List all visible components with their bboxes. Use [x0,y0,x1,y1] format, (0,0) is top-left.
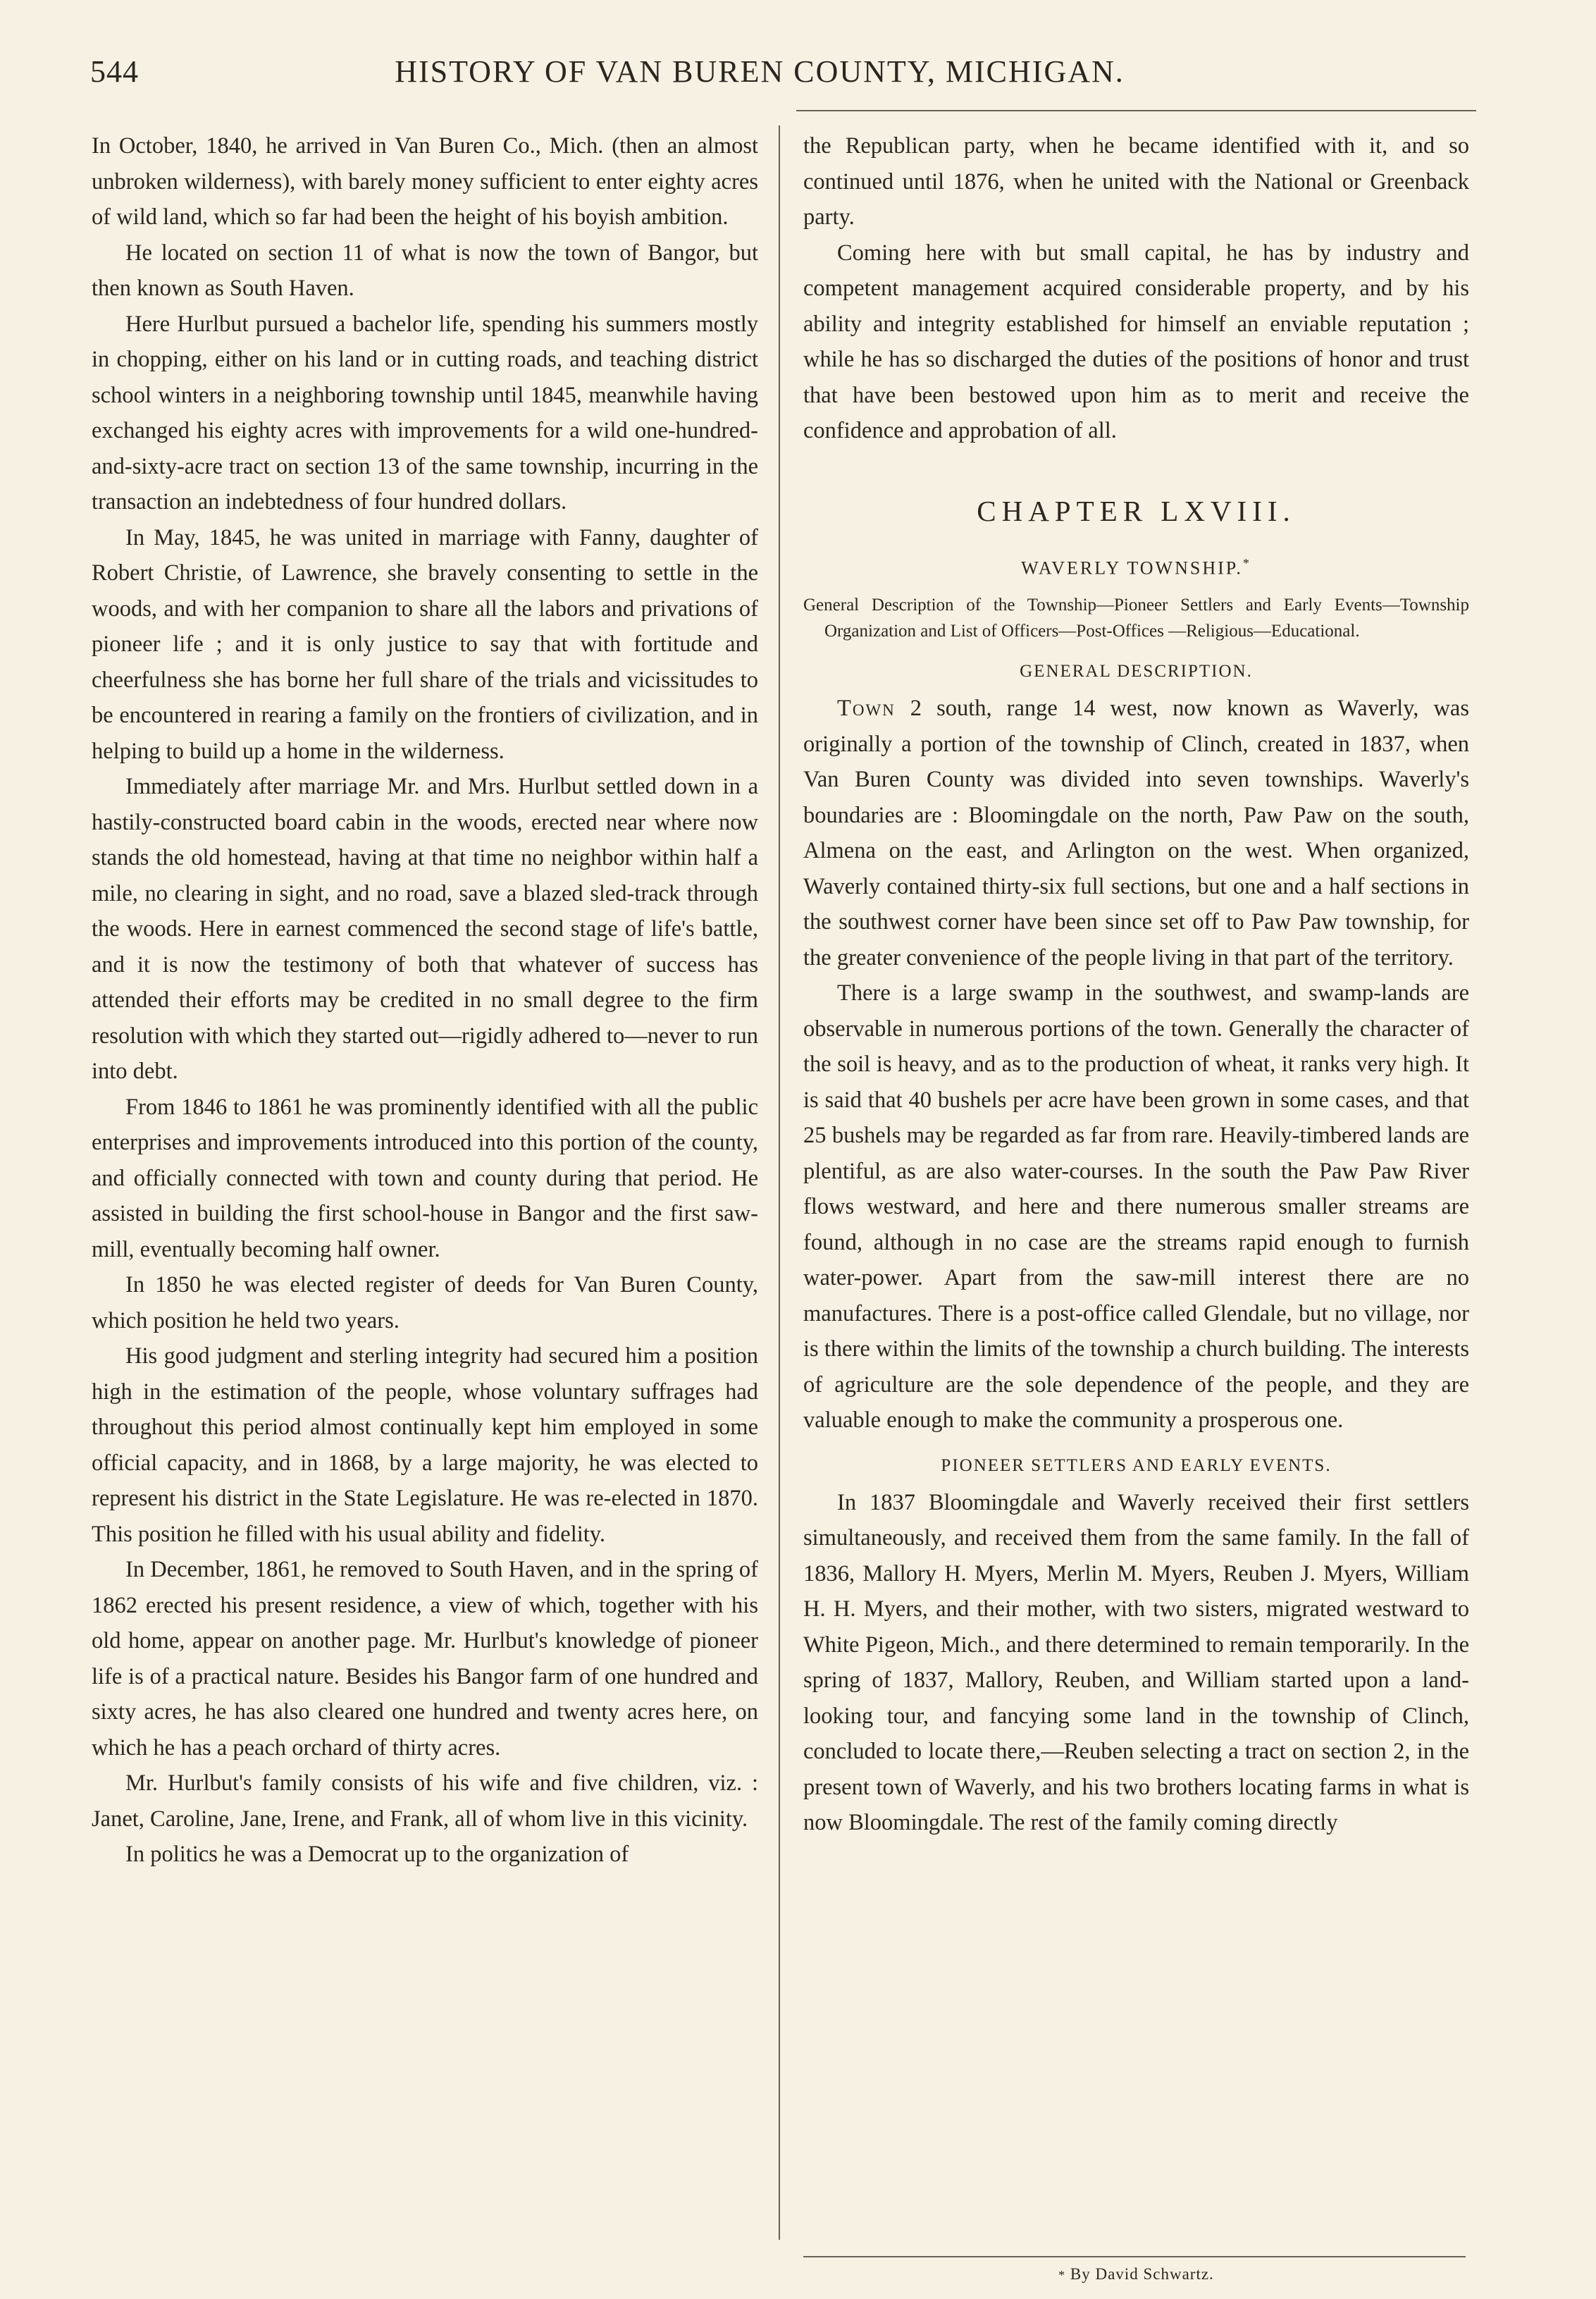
right-column [803,128,1469,1841]
paragraph: In May, 1845, he was united in marriage with Fanny, daughter of Robert Christie, of Lawrence, she bravely consenting to settle in the woods, and with her companion to share all the labors and privations of pioneer life ; and it is only justice to say that with fortitude and cheerfulness she has borne her full share of the trials and vicissitudes to be encountered in rearing a family on the frontiers of civilization, and in helping to build up a home in the wilderness. [92,524,758,764]
paragraph: Immediately after marriage Mr. and Mrs. Hurlbut settled down in a hastily-constructed board cabin in the woods, erected near where now stands the old homestead, having at that time no neighbor within half a mile, no clearing in sight, and no road, save a blazed sled-track through the woods. Here in earnest commenced the second stage of life's battle, and it is now the testimony of both that whatever of success has attended their efforts may be credited in no small degree to the firm resolution with which they started out—rigidly adhered to—never to run into debt. [92,774,758,1084]
paragraph: His good judgment and sterling integrity had secured him a position high in the estimation of the people, whose voluntary suffrages had throughout this period almost continually kept him employed in some official capacity, and in 1868, by a large majority, he was elected to represent his district in the State Legislature. He was re-elected in 1870. This position he filled with his usual ability and fidelity. [92,1343,758,1547]
paragraph: In politics he was a Democrat up to the organization of [125,1842,629,1867]
section-title [803,549,1469,583]
header-rule [796,110,1476,111]
paragraph [803,691,1469,975]
paragraph-text: 2 south, range 14 west, now known as Waverly, was originally a portion of the township of Clinch, created in 1837, when Van Buren County was divided into seven townships. Waverly's boundaries are : Bloomingdale on the north, Paw Paw on the south, Almena on the east, and Arlington on the west. When organized, Waverly contained thirty-six full sections, but one and a half sections in the southwest corner have been since set off to Paw Paw township, for the greater convenience of the people living in that part of the territory. [803,696,1469,970]
closing-paragraph: Coming here with but small capital, he has by industry and competent management acquired considerable property, and by his ability and integrity established for himself an enviable reputation ; while he has so discharged the duties of the positions of honor and trust that have been bestowed upon him as to merit and receive the confidence and approbation of all. [803,240,1469,443]
lead-word: Town [837,696,896,722]
footnote-text: By David Schwartz. [1070,2265,1214,2283]
footnote-marker: * [1242,555,1251,570]
section-title-text: WAVERLY TOWNSHIP. [1021,557,1243,579]
paragraph: Mr. Hurlbut's family consists of his wife and five children, viz. : Janet, Caroline, Jane, Irene, and Frank, all of whom live in this vicinity. [92,1770,758,1832]
page-header [90,48,1499,104]
chapter-title: CHAPTER LXVIII. [977,494,1296,527]
paragraph: In 1837 Bloomingdale and Waverly received their first settlers simultaneously, and received them from the same family. In the fall of 1836, Mallory H. Myers, Merlin M. Myers, Reuben J. Myers, William H. H. Myers, and their mother, with two sisters, migrated westward to White Pigeon, Mich., and there determined to remain temporarily. In the spring of 1837, Mallory, Reuben, and William started upon a land-looking tour, and fancying some land in the township of Clinch, concluded to locate there,—Reuben selecting a tract on section 2, in the present town of Waverly, and his two brothers locating farms in what is now Bloomingdale. The rest of the family coming directly [803,1489,1469,1836]
subhead-general-description: GENERAL DESCRIPTION. [1020,662,1253,682]
paragraph: There is a large swamp in the southwest, and swamp-lands are observable in numerous portions of the town. Generally the character of the soil is heavy, and as to the production of wheat, it ranks very high. It is said that 40 bushels per acre have been grown in some cases, and that 25 bushels may be regarded as far from rare. Heavily-timbered lands are plentiful, as are also water-courses. In the south the Paw Paw River flows westward, and here and there numerous smaller streams are found, although in no case are the streams rapid enough to furnish water-power. Apart from the saw-mill interest there are no manufactures. There is a post-office called Glendale, but no village, nor is there within the limits of the township a church building. The interests of agriculture are the sole dependence of the people, and they are valuable enough to make the community a prosperous one. [803,980,1469,1434]
footnote-rule [803,2256,1466,2257]
paragraph: In October, 1840, he arrived in Van Buren Co., Mich. (then an almost unbroken wilderness), with barely money sufficient to enter eighty acres of wild land, which so far had been the height of his boyish ambition. [92,133,758,230]
subhead-pioneer-settlers: PIONEER SETTLERS AND EARLY EVENTS. [941,1455,1332,1475]
footnote [803,2264,1469,2286]
continuation-paragraph: the Republican party, when he became identified with it, and so continued until 1876, when he united with the National or Greenback party. [803,133,1469,230]
paragraph: Here Hurlbut pursued a bachelor life, spending his summers mostly in chopping, either on his land or in cutting roads, and teaching district school winters in a neighboring township until 1845, meanwhile having exchanged his eighty acres with improvements for a wild one-hundred-and-sixty-acre tract on section 13 of the same township, incurring in the transaction an indebtedness of four hundred dollars. [92,311,758,514]
page-number: 544 [90,54,139,89]
column-divider [779,125,780,2240]
paragraph: In 1850 he was elected register of deeds for Van Buren County, which position he held two years. [92,1272,758,1333]
paragraph: From 1846 to 1861 he was prominently identified with all the public enterprises and improvements introduced into this portion of the county, and officially connected with town and county during that period. He assisted in building the first school-house in Bangor and the first saw-mill, eventually becoming half owner. [92,1094,758,1262]
left-column [92,128,758,1873]
running-title: HISTORY OF VAN BUREN COUNTY, MICHIGAN. [395,54,1125,89]
chapter-summary: General Description of the Township—Pioneer Settlers and Early Events—Township Organization and List of Officers—Post-Offices —Religious—Educational. [803,596,1469,641]
footnote-marker: * [1058,2268,1066,2282]
paragraph: In December, 1861, he removed to South Haven, and in the spring of 1862 erected his present residence, a view of which, together with his old home, appear on another page. Mr. Hurlbut's knowledge of pioneer life is of a practical nature. Besides his Bangor farm of one hundred and sixty acres, he has also cleared one hundred and twenty acres here, on which he has a peach orchard of thirty acres. [92,1557,758,1761]
paragraph: He located on section 11 of what is now the town of Bangor, but then known as South Haven. [92,240,758,301]
